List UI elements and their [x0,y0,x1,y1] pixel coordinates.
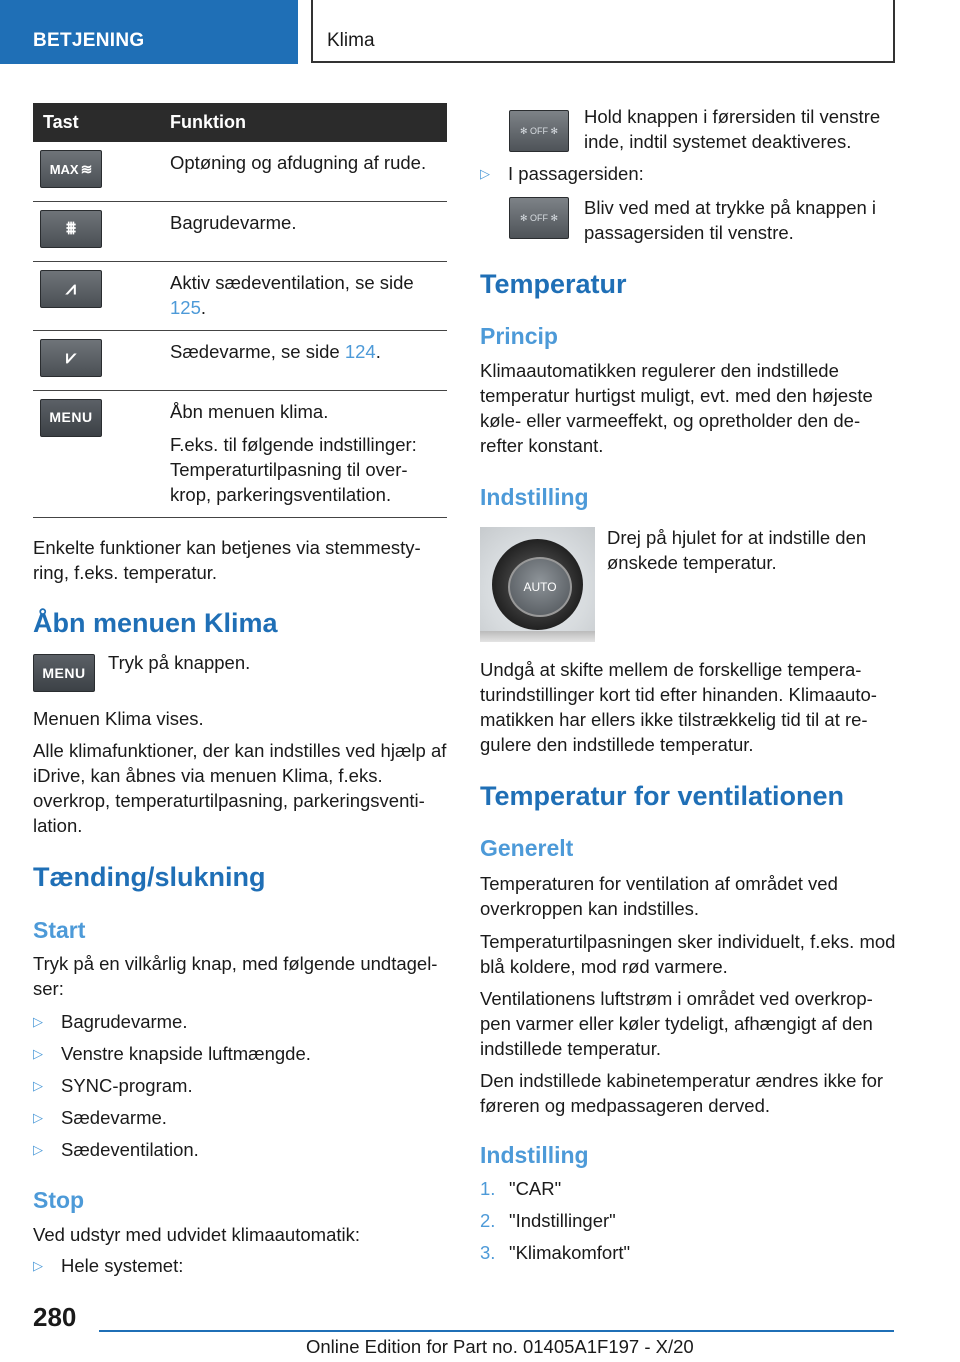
page-number: 280 [33,1302,77,1332]
table-cell-function: Bagrudevarme. [170,201,447,261]
edition-text: Online Edition for Part no. 01405A1F197 - X/20 [306,1336,694,1357]
menu-button-icon: MENU [33,654,95,692]
setting-text: Drej på hjulet for at indstille den ønskede temperatur. [607,527,867,573]
general-text-3: Ventilationens luftstrøm i området ved overkrop-pen varmer eller køler tydeligt, afhængigt af den indstillede temperatur. [480,988,873,1059]
seat-ventilation-icon: ⩘ [40,270,102,308]
rear-window-heating-icon: ⩩ [40,210,102,248]
open-menu-heading: Åbn menuen Klima [33,608,278,638]
general-text-4: Den indstillede kabinetemperatur ændres ikke for føreren og medpassageren derved. [480,1070,884,1116]
setting-heading: Indstilling [480,484,589,510]
key-function-table [33,103,447,518]
principle-heading: Princip [480,323,558,349]
table-row [33,201,447,261]
general-text-1: Temperaturen for ventilation af området ved overkroppen kan indstilles. [480,873,838,919]
table-row [33,142,447,201]
passenger-text: Bliv ved med at trykke på knappen i passagersiden til venstre. [584,197,877,243]
section-title: BETJENING [33,30,145,51]
table-cell-function: Optøning og afdugning af rude. [170,142,447,201]
table-row [33,330,447,390]
topic-tab [311,0,895,63]
general-heading: Generelt [480,835,574,861]
section-tab [0,0,298,64]
fan-off-icon: ✻ OFF ✻ [509,110,569,152]
table-cell-function: Åbn menuen klima. F.eks. til følgende indstillinger: Temperaturtilpasning til over-krop, parkeringsventilation. [170,390,447,517]
stop-heading: Stop [33,1187,85,1213]
page-link[interactable]: 124 [344,340,376,362]
stop-text: Ved udstyr med udvidet klimaautomatik: [33,1224,360,1245]
menu-shown-text: Menuen Klima vises. [33,708,204,729]
start-text: Tryk på en vilkårlig knap, med følgende undtagel-ser: [33,953,438,999]
footer-divider [99,1330,894,1332]
max-defrost-icon: MAX ≋ [40,150,102,188]
menu-all-text: Alle klimafunktioner, der kan indstilles ved hjælp af iDrive, kan åbnes via menuen Klima, f.eks. overkrop, temperaturtilpasning, parkeringsventi-lation. [33,740,447,836]
topic-title: Klima [327,30,375,51]
auto-label: AUTO [508,557,572,617]
vent-temp-heading: Temperatur for ventilationen [480,781,845,811]
principle-text: Klimaautomatikken regulerer den indstillede temperatur hurtigst muligt, evt. med den højeste køle- eller varmeeffekt, og opretholder den de-refter konstant. [480,360,873,456]
driver-text: Hold knappen i førersiden til venstre inde, indtil systemet deaktiveres. [584,106,881,152]
menu-button-icon: MENU [40,399,102,437]
general-text-2: Temperaturtilpasningen sker individuelt, f.eks. mod blå koldere, mod rød varmere. [480,931,896,977]
column-header-function: Funktion [170,103,447,142]
temperature-heading: Temperatur [480,269,627,299]
on-off-heading: Tænding/slukning [33,862,266,892]
page-link[interactable]: 125 [170,296,201,318]
table-row [33,390,447,517]
setting2-heading: Indstilling [480,1142,589,1168]
table-row [33,261,447,330]
avoid-text: Undgå at skifte mellem de forskellige tempera-turindstillinger kort tid efter hinanden. Klimaauto-matikken har ellers ikke tilstrækkelig tid til at re-gulere den indstillede temperatur. [480,659,877,755]
seat-heating-icon: ⩗ [40,339,102,377]
column-header-key: Tast [33,103,170,142]
table-cell-function: Aktiv sædeventilation, se side 125. [170,261,447,330]
start-heading: Start [33,917,86,943]
temperature-knob-image [480,527,595,642]
intro-text: Enkelte funktioner kan betjenes via stemmesty-ring, f.eks. temperatur. [33,537,421,583]
menu-button-text: Tryk på knappen. [108,652,251,673]
fan-off-icon: ✻ OFF ✻ [509,197,569,239]
table-cell-function: Sædevarme, se side 124. [170,330,447,390]
